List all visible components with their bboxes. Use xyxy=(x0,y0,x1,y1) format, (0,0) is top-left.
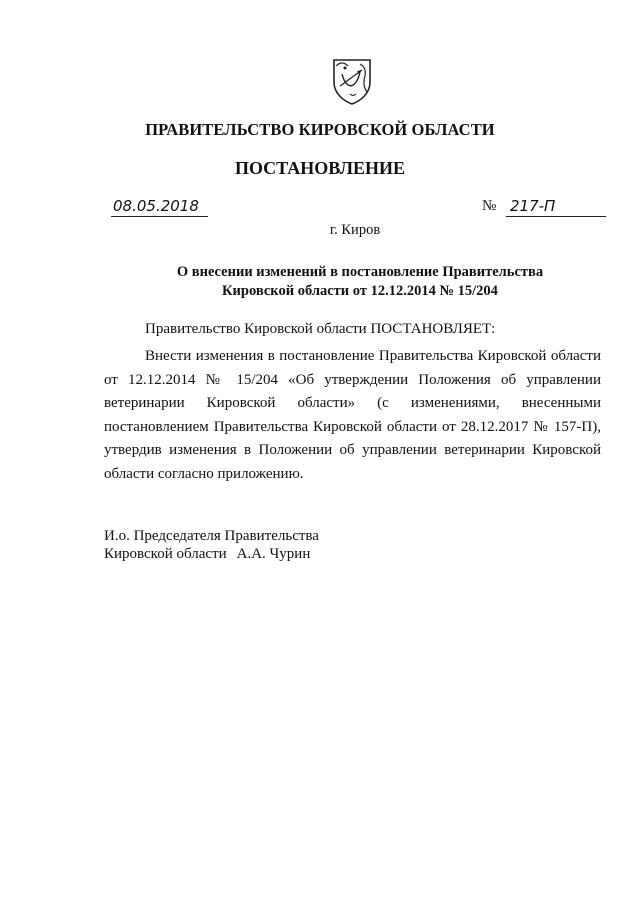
document-type-title: ПОСТАНОВЛЕНИЕ xyxy=(234,158,406,178)
signer-region: Кировской области xyxy=(104,546,227,562)
signer-region-line xyxy=(104,545,319,563)
coat-of-arms-icon xyxy=(330,56,374,106)
signer-position: И.о. Председателя Правительства xyxy=(104,528,319,544)
organization-title: ПРАВИТЕЛЬСТВО КИРОВСКОЙ ОБЛАСТИ xyxy=(145,120,495,139)
city-label: г. Киров xyxy=(329,222,381,238)
decree-statement: Правительство Кировской области ПОСТАНОВЛЯЕТ: xyxy=(145,321,496,337)
subject-line-2: Кировской области от 12.12.2014 № 15/204 xyxy=(222,283,498,299)
document-subject xyxy=(130,263,590,301)
signer-name: А.А. Чурин xyxy=(236,546,311,562)
body-paragraph: Внести изменения в постановление Правительства Кировской области от 12.12.2014 № 15/204 «Об утверждении Положения об управлении ветеринарии Кировской области» (с изменениями, внесенными постановлением Правительства Кировской области от 28.12.2017 № 157-П), утвердив изменения в Положении об управлении ветеринарии Кировской области согласно приложению. xyxy=(104,348,601,482)
subject-line-1: О внесении изменений в постановление Правительства xyxy=(176,264,544,280)
signature-block xyxy=(104,527,319,563)
document-date: 08.05.2018 xyxy=(111,196,208,217)
document-number: 217-П xyxy=(506,196,606,217)
number-sign: № xyxy=(482,198,497,214)
